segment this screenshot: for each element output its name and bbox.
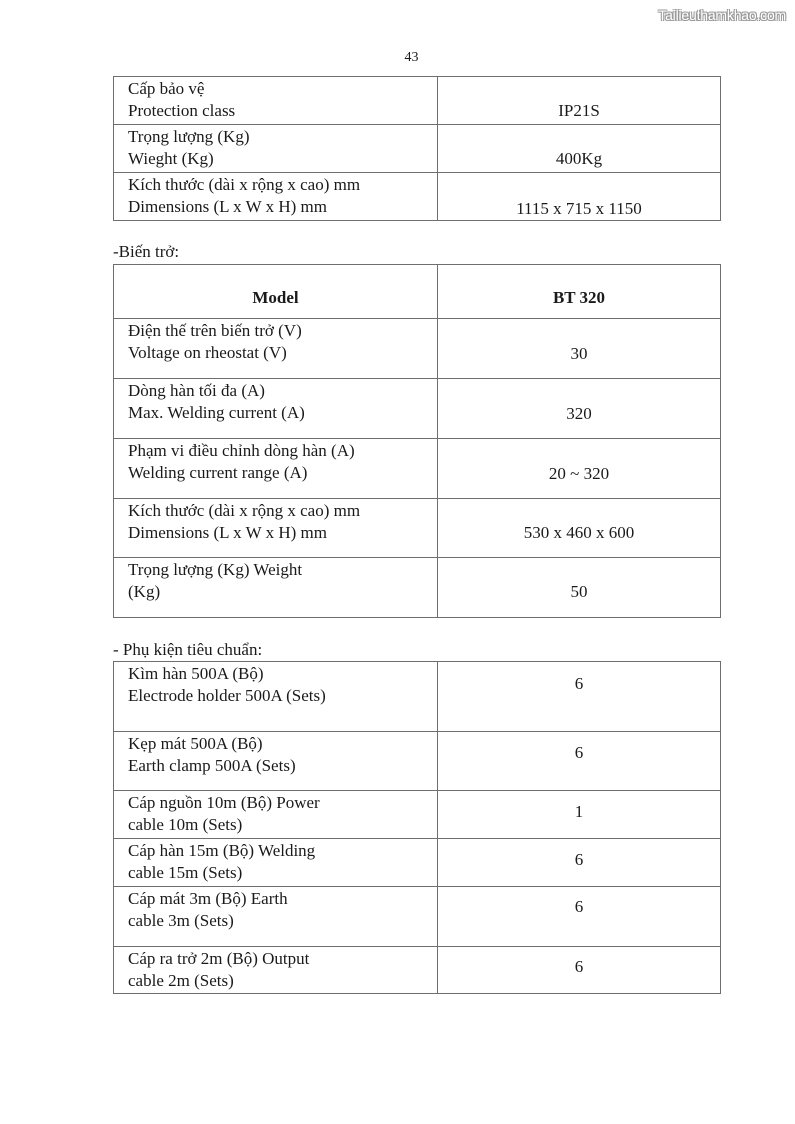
table-cell-value [438,499,721,558]
label-en: Welding current range (A) [128,463,308,482]
table-row [114,732,721,791]
table-cell-label [114,173,438,221]
label-vi: Trọng lượng (Kg) Weight [128,560,303,579]
table-cell-value [438,887,721,947]
header-label: Model [252,288,299,307]
page-number: 43 [404,50,419,65]
label-vi: Cáp hàn 15m (Bộ) Welding [128,841,316,860]
table-cell-label [114,439,438,499]
label-vi: Dòng hàn tối đa (A) [128,381,265,400]
table-cell-value [438,558,721,618]
accessories-table [113,661,721,994]
table-cell-value [438,839,721,887]
table-row [114,173,721,221]
table-row [114,662,721,732]
label-vi: Cáp nguồn 10m (Bộ) Power [128,793,320,812]
value-text: 6 [574,957,584,976]
table-row [114,887,721,947]
table-cell-label [114,499,438,558]
label-vi: Kích thước (dài x rộng x cao) mm [128,175,361,194]
table-cell-value [438,791,721,839]
rheostat-table [113,264,721,618]
table-row [114,319,721,379]
value-text: 400Kg [555,149,603,168]
label-vi: Cấp bảo vệ [128,79,205,98]
value-text: 6 [574,850,584,869]
table-row [114,439,721,499]
label-vi: Phạm vi điều chỉnh dòng hàn (A) [128,441,355,460]
value-text: 6 [574,743,584,762]
label-en: Electrode holder 500A (Sets) [128,686,326,705]
value-text: 6 [574,674,584,693]
value-text: 320 [566,404,592,423]
label-vi: Cáp ra trở 2m (Bộ) Output [128,949,310,968]
table-cell-label [114,791,438,839]
value-text: IP21S [558,101,600,120]
value-text: 20 ~ 320 [548,464,610,483]
label-vi: Điện thế trên biến trở (V) [128,321,302,340]
label-en: Dimensions (L x W x H) mm [128,197,327,216]
header-cell-value [438,265,721,319]
table-cell-value [438,732,721,791]
label-en: cable 10m (Sets) [128,815,243,834]
table-header-row [114,265,721,319]
label-vi: Kẹp mát 500A (Bộ) [128,734,263,753]
table-cell-label [114,662,438,732]
section-title-accessories: - Phụ kiện tiêu chuẩn: [113,640,263,659]
label-en: Voltage on rheostat (V) [128,343,287,362]
value-text: 30 [570,344,588,363]
table-cell-value [438,439,721,499]
table-cell-value [438,173,721,221]
label-vi: Trọng lượng (Kg) [128,127,250,146]
label-en: Protection class [128,101,236,120]
label-en: Dimensions (L x W x H) mm [128,523,327,542]
label-en: Earth clamp 500A (Sets) [128,756,296,775]
label-en: Wieght (Kg) [128,149,214,168]
value-text: 50 [570,582,588,601]
table-row [114,379,721,439]
section-title-rheostat: -Biến trở: [113,242,180,261]
label-vi: Cáp mát 3m (Bộ) Earth [128,889,288,908]
label-en: Max. Welding current (A) [128,403,305,422]
table-row [114,839,721,887]
watermark: Tailieuthamkhao.com [658,7,786,23]
label-vi: Kích thước (dài x rộng x cao) mm [128,501,361,520]
table-cell-label [114,558,438,618]
label-en: cable 2m (Sets) [128,971,234,990]
table-cell-label [114,887,438,947]
table-cell-value [438,947,721,994]
table-row [114,125,721,173]
label-en: (Kg) [128,582,161,601]
label-en: cable 15m (Sets) [128,863,243,882]
table-cell-value [438,379,721,439]
table-row [114,791,721,839]
label-vi: Kìm hàn 500A (Bộ) [128,664,264,683]
table-cell-label [114,379,438,439]
header-cell-model [114,265,438,319]
table-cell-label [114,319,438,379]
specs-table [113,76,721,221]
header-value: BT 320 [552,288,606,307]
table-cell-label [114,125,438,173]
table-row [114,947,721,994]
value-text: 530 x 460 x 600 [523,523,635,542]
value-text: 1 [574,802,584,821]
table-cell-label [114,839,438,887]
table-cell-label [114,947,438,994]
table-row [114,77,721,125]
table-cell-value [438,77,721,125]
table-cell-label [114,77,438,125]
table-cell-value [438,125,721,173]
value-text: 1115 x 715 x 1150 [516,199,642,218]
table-cell-value [438,319,721,379]
label-en: cable 3m (Sets) [128,911,234,930]
table-row [114,499,721,558]
table-cell-label [114,732,438,791]
table-cell-value [438,662,721,732]
value-text: 6 [574,897,584,916]
table-row [114,558,721,618]
